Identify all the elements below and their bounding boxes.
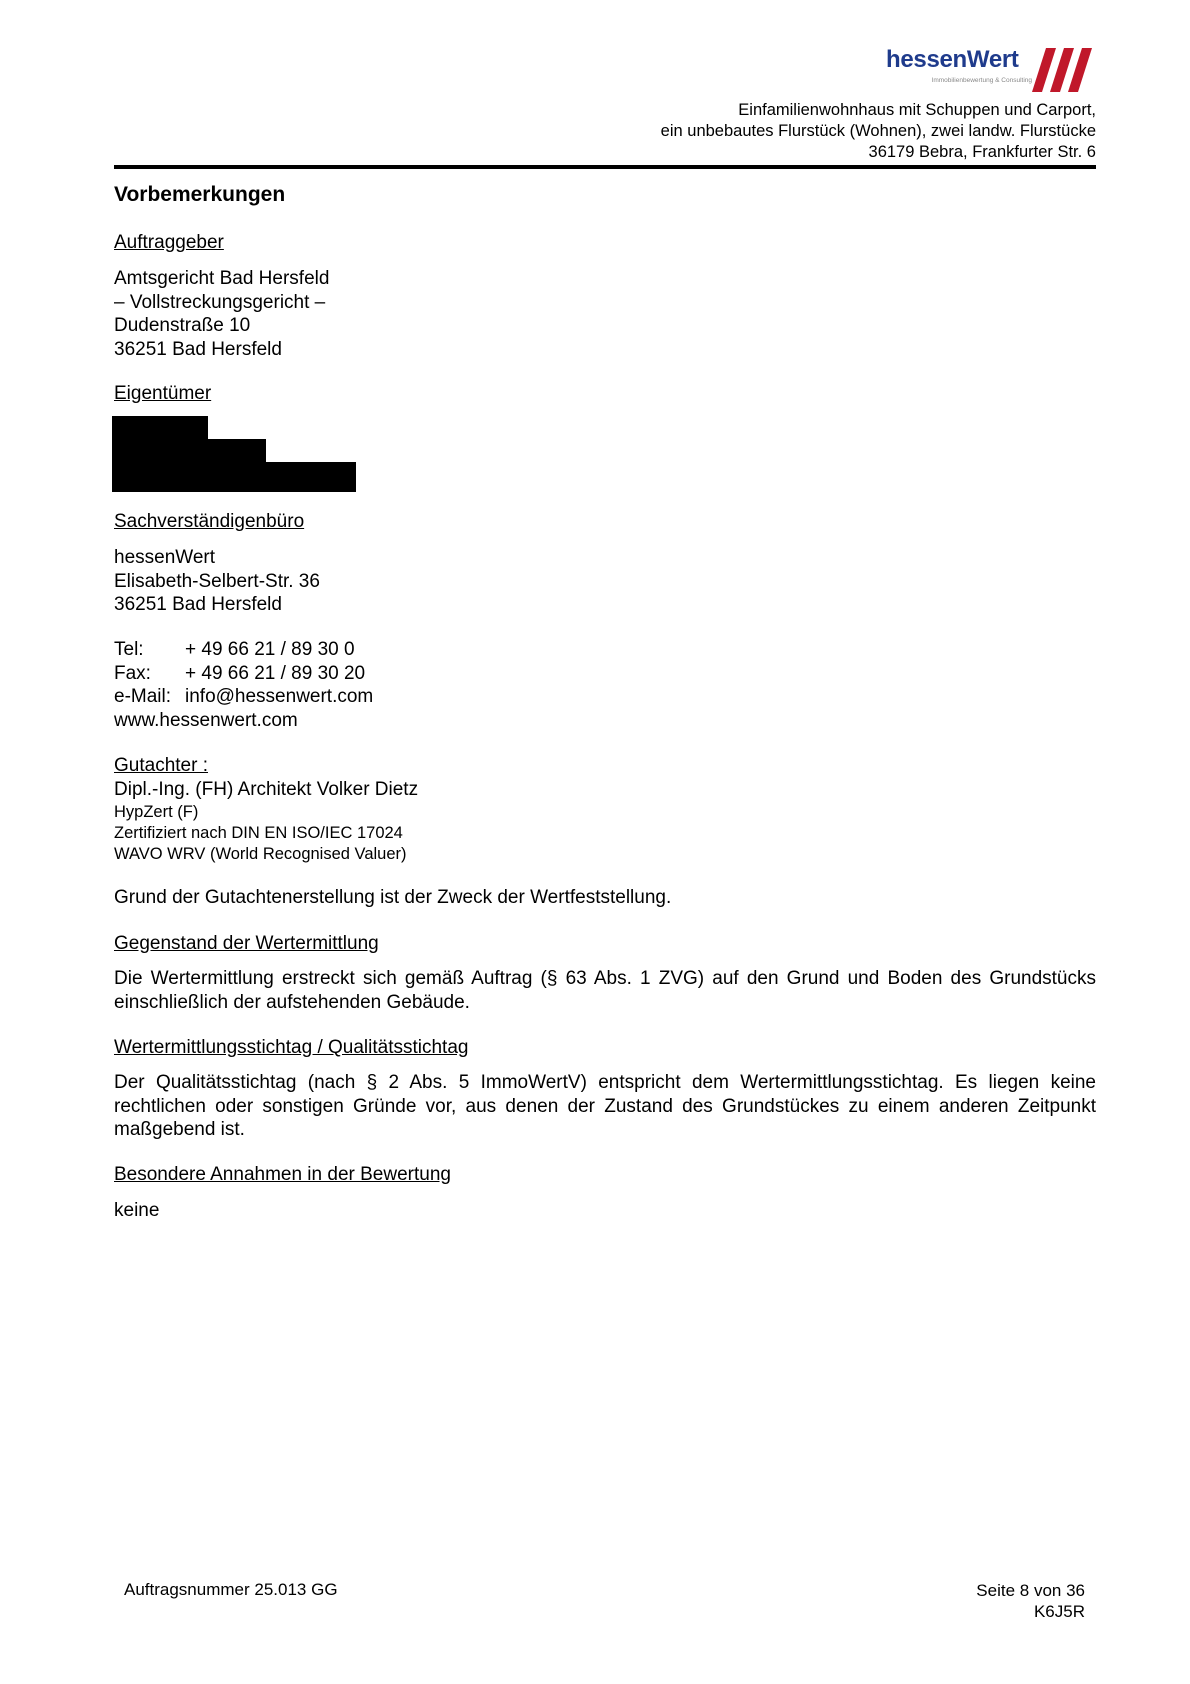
property-header (661, 100, 1096, 163)
buero-heading: Sachverständigenbüro (114, 511, 305, 532)
logo-slash-marks-icon (1032, 48, 1094, 92)
fax-value: + 49 66 21 / 89 30 20 (185, 662, 366, 684)
document-code: K6J5R (1033, 1602, 1085, 1621)
address-line: hessenWert (114, 547, 216, 568)
stichtag-text: Der Qualitätsstichtag (nach § 2 Abs. 5 ImmoWertV) entspricht dem Wertermittlungsstichtag. Es liegen keine rechtlichen oder sonstigen Gründe vor, aus denen der Zustand des Grundstückes zu einem anderen Zeitpunkt maßgebend ist. (114, 1072, 1096, 1140)
tel-value: + 49 66 21 / 89 30 0 (185, 639, 355, 660)
redaction-block (206, 439, 266, 492)
annahmen-text: keine (114, 1200, 160, 1221)
qualification-line: Zertifiziert nach DIN EN ISO/IEC 17024 (114, 824, 403, 842)
redaction-block (264, 462, 356, 492)
redaction-block (112, 416, 208, 492)
footer-page-info (976, 1580, 1085, 1622)
grund-text: Grund der Gutachtenerstellung ist der Zweck der Wertfeststellung. (114, 887, 672, 908)
logo-name: hessenWert (886, 46, 1019, 73)
address-line: 36251 Bad Hersfeld (114, 338, 282, 360)
header-line-3: 36179 Bebra, Frankfurter Str. 6 (868, 143, 1096, 161)
stichtag-heading: Wertermittlungsstichtag / Qualitätsstichtag (114, 1037, 469, 1058)
gutachter-qualifications (114, 802, 407, 865)
hessenwert-logo (886, 46, 1094, 94)
tel-row (114, 638, 373, 662)
email-row (114, 685, 373, 709)
buero-address (114, 546, 320, 617)
address-line: Amtsgericht Bad Hersfeld (114, 268, 330, 289)
gegenstand-text: Die Wertermittlung erstreckt sich gemäß Auftrag (§ 63 Abs. 1 ZVG) auf den Grund und Boden des Grundstücks einschließlich der aufstehenden Gebäude. (114, 968, 1096, 1013)
auftraggeber-heading: Auftraggeber (114, 232, 224, 253)
eigentuemer-heading: Eigentümer (114, 383, 212, 404)
annahmen-heading: Besondere Annahmen in der Bewertung (114, 1164, 451, 1185)
gutachter-heading: Gutachter : (114, 755, 208, 776)
page-title: Vorbemerkungen (114, 183, 286, 206)
logo-tagline: Immobilienbewertung & Consulting (931, 77, 1032, 84)
header-divider (114, 165, 1096, 169)
fax-row (114, 662, 373, 686)
header-line-2: ein unbebautes Flurstück (Wohnen), zwei landw. Flurstücke (660, 122, 1096, 140)
email-value: info@hessenwert.com (185, 686, 374, 707)
fax-label: Fax: (114, 662, 151, 684)
qualification-line: HypZert (F) (114, 803, 199, 821)
gutachter-name: Dipl.-Ing. (FH) Architekt Volker Dietz (114, 779, 419, 800)
email-label: e-Mail: (114, 686, 172, 707)
tel-label: Tel: (114, 639, 144, 660)
footer-order-number: Auftragsnummer 25.013 GG (124, 1580, 338, 1599)
address-line: Dudenstraße 10 (114, 315, 251, 336)
website: www.hessenwert.com (114, 709, 298, 731)
page-number: Seite 8 von 36 (976, 1581, 1085, 1600)
qualification-line: WAVO WRV (World Recognised Valuer) (114, 845, 407, 863)
buero-contact (114, 638, 373, 732)
address-line: Elisabeth-Selbert-Str. 36 (114, 570, 320, 592)
auftraggeber-address (114, 267, 329, 361)
address-line: – Vollstreckungsgericht – (114, 291, 326, 313)
header-line-1: Einfamilienwohnhaus mit Schuppen und Carport, (738, 101, 1096, 119)
address-line: 36251 Bad Hersfeld (114, 594, 282, 615)
gegenstand-heading: Gegenstand der Wertermittlung (114, 933, 379, 954)
